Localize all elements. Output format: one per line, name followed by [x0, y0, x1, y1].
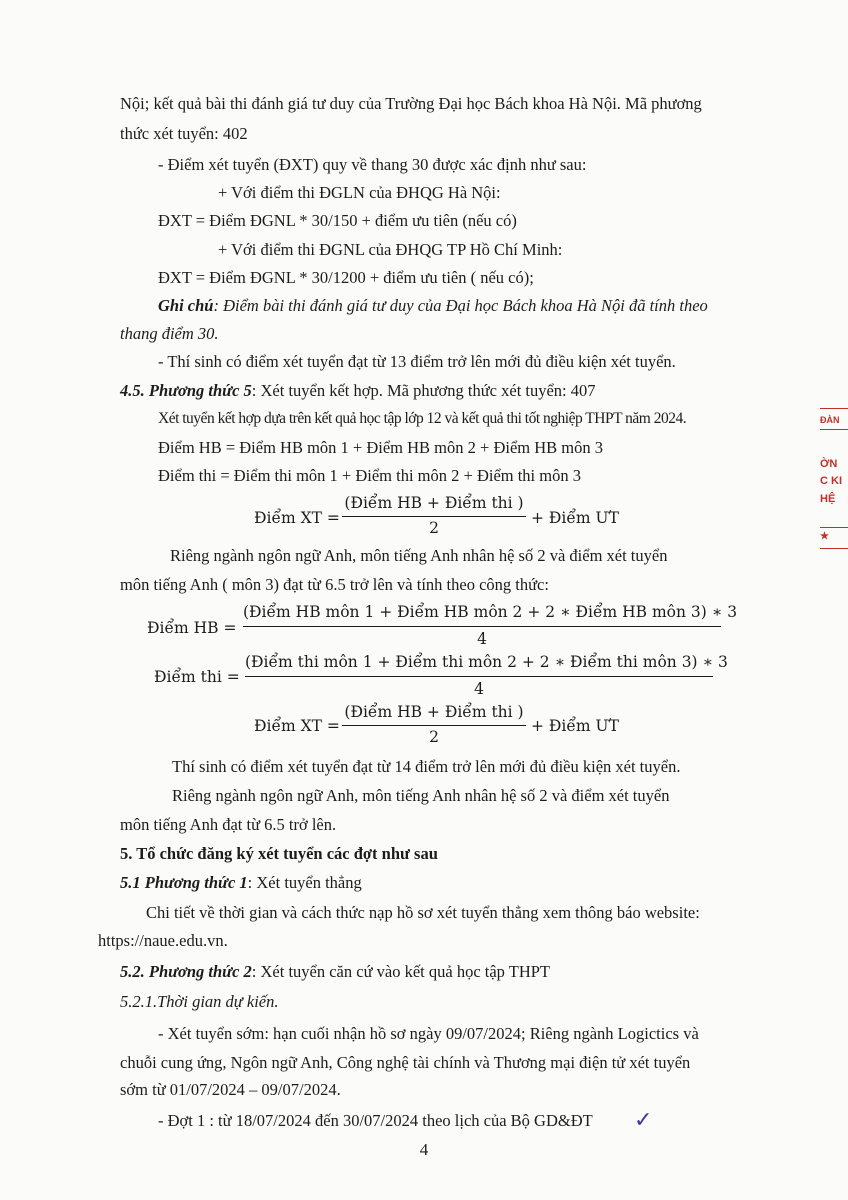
formula-fraction	[342, 494, 526, 540]
fraction-bar	[342, 516, 526, 517]
section-label: 5.2. Phương thức 2	[120, 962, 252, 981]
para-line: - Xét tuyển sớm: hạn cuối nhận hồ sơ ngày 09/07/2024; Riêng ngành Logictics và	[158, 1024, 699, 1043]
formula-lhs: Điểm thi =	[154, 668, 240, 686]
formula-lhs: Điểm HB =	[147, 619, 237, 637]
stamp-text: HỆ	[820, 493, 836, 505]
formula-rhs: + Điểm ƯT	[531, 717, 619, 735]
para-line: môn tiếng Anh ( môn 3) đạt từ 6.5 trở lên và tính theo công thức:	[120, 575, 549, 594]
official-stamp	[816, 405, 848, 575]
para-line: Nội; kết quả bài thi đánh giá tư duy của Trường Đại học Bách khoa Hà Nội. Mã phương	[120, 94, 702, 113]
section-label: 4.5. Phương thức 5	[120, 381, 252, 400]
formula-fraction	[243, 603, 738, 651]
section-text: : Xét tuyển thẳng	[247, 873, 362, 892]
formula-line: ĐXT = Điểm ĐGNL * 30/1200 + điểm ưu tiên ( nếu có);	[158, 268, 534, 287]
para-line: Thí sinh có điểm xét tuyển đạt từ 14 điểm trở lên mới đủ điều kiện xét tuyển.	[172, 757, 681, 776]
stamp-line	[820, 429, 848, 430]
para-line: - Thí sinh có điểm xét tuyển đạt từ 13 điểm trở lên mới đủ điều kiện xét tuyển.	[158, 352, 676, 371]
note-line	[158, 296, 708, 316]
para-line: + Với điểm thi ĐGNL của ĐHQG TP Hồ Chí Minh:	[218, 240, 563, 259]
stamp-text: ỜN	[820, 458, 838, 470]
section-4-5-heading	[120, 381, 596, 401]
note-line-2: thang điểm 30.	[120, 324, 219, 343]
section-5-1-heading	[120, 873, 362, 893]
formula-lhs: Điểm XT =	[254, 509, 340, 527]
stamp-text: C KI	[820, 475, 842, 487]
fraction-bar	[245, 676, 713, 677]
subsection-5-2-1: 5.2.1.Thời gian dự kiến.	[120, 992, 279, 1011]
formula-line: Điểm thi = Điểm thi môn 1 + Điểm thi môn 2 + Điểm thi môn 3	[158, 466, 581, 485]
section-text: : Xét tuyển căn cứ vào kết quả học tập THPT	[251, 962, 550, 981]
section-text: : Xét tuyển kết hợp. Mã phương thức xét tuyển: 407	[251, 381, 596, 400]
stamp-line	[820, 548, 848, 549]
fraction-denominator: 4	[474, 680, 484, 698]
stamp-line	[820, 408, 848, 409]
para-line: + Với điểm thi ĐGLN của ĐHQG Hà Nội:	[218, 183, 501, 202]
formula-rhs: + Điểm ƯT	[531, 509, 619, 527]
para-line: Chi tiết về thời gian và cách thức nạp hồ sơ xét tuyển thẳng xem thông báo website:	[146, 903, 700, 922]
para-line: Riêng ngành ngôn ngữ Anh, môn tiếng Anh nhân hệ số 2 và điểm xét tuyển	[172, 786, 670, 805]
page-number: 4	[419, 1140, 429, 1159]
fraction-numerator: (Điểm thi môn 1 + Điểm thi môn 2 + 2 ∗ Điểm thi môn 3) ∗ 3	[245, 653, 728, 671]
section-5-heading: 5. Tổ chức đăng ký xét tuyển các đợt như sau	[120, 844, 438, 863]
formula-line: ĐXT = Điểm ĐGNL * 30/150 + điểm ưu tiên (nếu có)	[158, 211, 517, 230]
fraction-numerator: (Điểm HB + Điểm thi )	[344, 494, 524, 512]
stamp-text: ĐÀN	[820, 415, 840, 425]
fraction-denominator: 4	[477, 630, 487, 648]
para-line: Xét tuyển kết hợp dựa trên kết quả học tập lớp 12 và kết quả thi tốt nghiệp THPT năm 2024.	[158, 410, 687, 427]
formula-lhs: Điểm XT =	[254, 717, 340, 735]
para-line: Riêng ngành ngôn ngữ Anh, môn tiếng Anh nhân hệ số 2 và điểm xét tuyển	[170, 546, 668, 565]
para-line: chuỗi cung ứng, Ngôn ngữ Anh, Công nghệ tài chính và Thương mại điện tử xét tuyển	[120, 1053, 691, 1072]
fraction-denominator: 2	[429, 519, 439, 537]
fraction-bar	[342, 725, 526, 726]
para-line: thức xét tuyển: 402	[120, 124, 248, 143]
star-icon: ★	[820, 531, 829, 542]
fraction-bar	[243, 626, 721, 627]
para-line: - Điểm xét tuyển (ĐXT) quy về thang 30 được xác định như sau:	[158, 155, 587, 174]
section-label: 5.1 Phương thức 1	[120, 873, 248, 892]
para-line: môn tiếng Anh đạt từ 6.5 trở lên.	[120, 815, 337, 834]
fraction-numerator: (Điểm HB + Điểm thi )	[344, 703, 524, 721]
website-link[interactable]: https://naue.edu.vn.	[98, 931, 228, 950]
handwritten-check-icon: ✓	[634, 1108, 653, 1133]
stamp-line	[820, 527, 848, 528]
section-5-2-heading	[120, 962, 550, 982]
fraction-numerator: (Điểm HB môn 1 + Điểm HB môn 2 + 2 ∗ Điểm HB môn 3) ∗ 3	[243, 603, 738, 621]
formula-fraction	[342, 703, 526, 749]
para-line: sớm từ 01/07/2024 – 09/07/2024.	[120, 1080, 341, 1099]
fraction-denominator: 2	[429, 728, 439, 746]
para-line: - Đợt 1 : từ 18/07/2024 đến 30/07/2024 theo lịch của Bộ GD&ĐT	[158, 1111, 593, 1130]
note-text: : Điểm bài thi đánh giá tư duy của Đại học Bách khoa Hà Nội đã tính theo	[213, 296, 708, 315]
formula-line: Điểm HB = Điểm HB môn 1 + Điểm HB môn 2 + Điểm HB môn 3	[158, 438, 603, 457]
formula-fraction	[245, 653, 728, 701]
note-label: Ghi chú	[158, 296, 214, 315]
